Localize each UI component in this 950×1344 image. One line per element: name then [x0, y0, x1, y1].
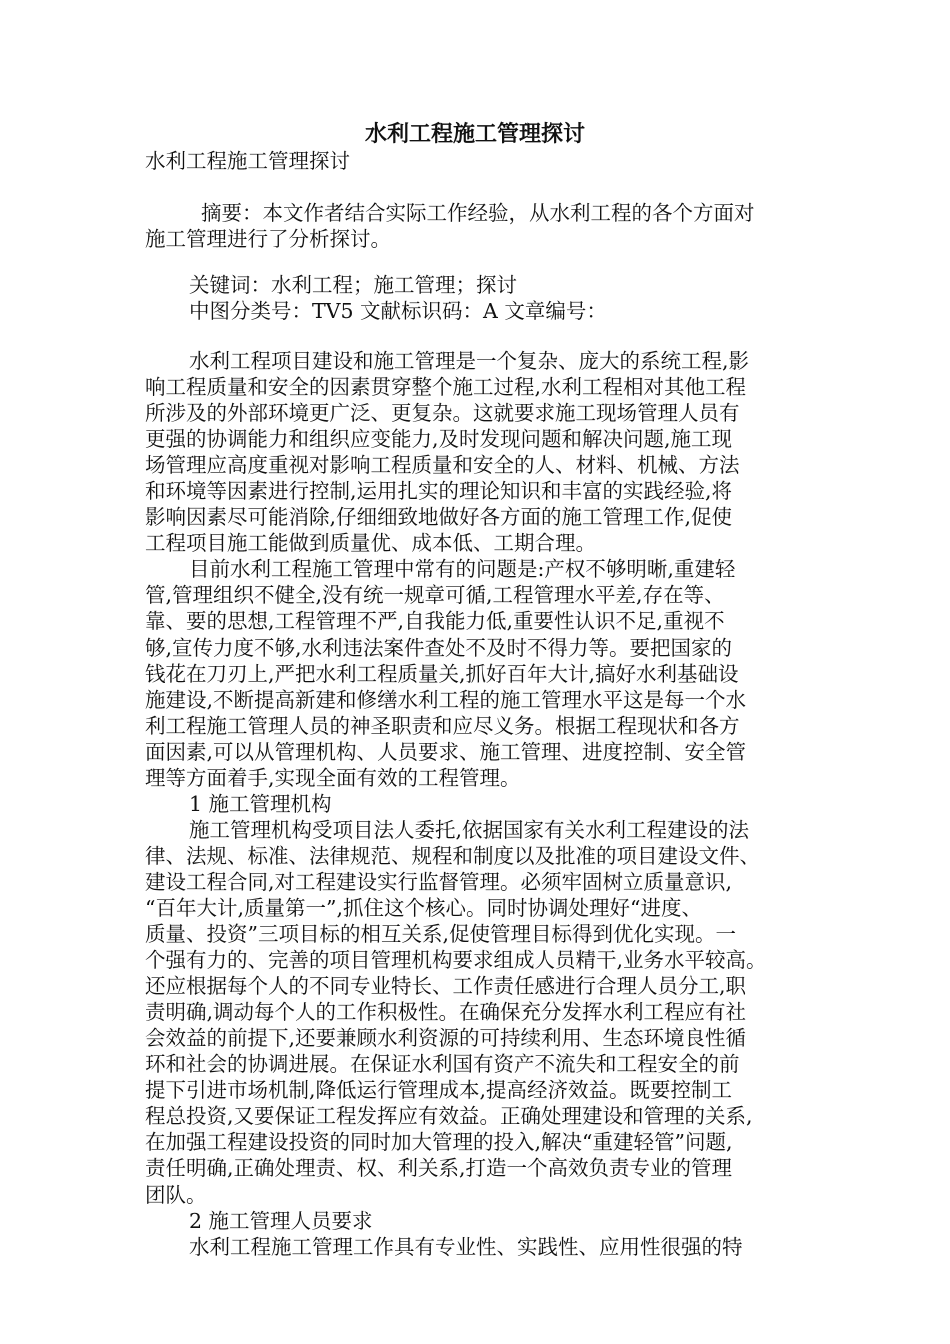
classification-line: 中图分类号：TV5 文献标识码：A 文章编号：	[189, 299, 607, 323]
paragraph	[145, 1234, 817, 1260]
paragraph-line: 靠、要的思想,工程管理不严,自我能力低,重要性认识不足,重视不	[145, 609, 725, 634]
paragraph-line: 施工管理机构受项目法人委托,依据国家有关水利工程建设的法	[189, 817, 750, 842]
paragraph-line: 责明确,调动每个人的工作积极性。在确保充分发挥水利工程应有社	[145, 1000, 747, 1025]
paragraph-line: 会效益的前提下,还要兼顾水利资源的可持续利用、生态环境良性循	[145, 1026, 747, 1051]
paragraph-line: 和环境等因素进行控制,运用扎实的理论知识和丰富的实践经验,将	[145, 479, 733, 504]
paragraph-line: 程总投资,又要保证工程发挥应有效益。正确处理建设和管理的关系,	[145, 1104, 753, 1129]
document-title: 水利工程施工管理探讨	[364, 122, 585, 147]
paragraph-line: 钱花在刀刃上,严把水利工程质量关,抓好百年大计,搞好水利基础设	[145, 661, 739, 686]
paragraph-line: 所涉及的外部环境更广泛、更复杂。这就要求施工现场管理人员有	[145, 401, 740, 426]
paragraph-line: 在加强工程建设投资的同时加大管理的投入,解决“重建轻管”问题,	[145, 1130, 733, 1155]
keywords-block	[145, 272, 817, 324]
paragraph-line: 个强有力的、完善的项目管理机构要求组成人员精干,业务水平较高。	[145, 948, 767, 973]
paragraph-line: 水利工程项目建设和施工管理是一个复杂、庞大的系统工程,影	[189, 349, 750, 373]
paragraph-line: 2 施工管理人员要求	[189, 1208, 373, 1233]
abstract-line: 摘要：本文作者结合实际工作经验，从水利工程的各个方面对	[201, 201, 755, 225]
paragraph-line: “百年大计,质量第一”,抓住这个核心。同时协调处理好“进度、	[145, 895, 702, 920]
paragraph-line: 够,宣传力度不够,水利违法案件查处不及时不得力等。要把国家的	[145, 635, 733, 660]
paragraph	[145, 556, 817, 790]
paragraph-line: 建设工程合同,对工程建设实行监督管理。必须牢固树立质量意识,	[145, 869, 733, 894]
paragraph-line: 还应根据每个人的不同专业特长、工作责任感进行合理人员分工,职	[145, 974, 747, 999]
paragraph-line: 理等方面着手,实现全面有效的工程管理。	[145, 765, 521, 790]
keywords-line: 关键词：水利工程；施工管理；探讨	[189, 273, 517, 297]
paragraph-line: 1 施工管理机构	[189, 791, 332, 816]
paragraph-line: 响工程质量和安全的因素贯穿整个施工过程,水利工程相对其他工程	[145, 375, 747, 400]
paragraph-line: 质量、投资”三项目标的相互关系,促使管理目标得到优化实现。一	[145, 922, 736, 947]
paragraph-line: 工程项目施工能做到质量优、成本低、工期合理。	[145, 531, 596, 556]
paragraph	[145, 791, 817, 817]
paragraph-line: 提下引进市场机制,降低运行管理成本,提高经济效益。既要控制工	[145, 1078, 733, 1103]
paragraph-line: 利工程施工管理人员的神圣职责和应尽义务。根据工程现状和各方	[145, 713, 740, 738]
paragraph-line: 水利工程施工管理工作具有专业性、实践性、应用性很强的特	[189, 1234, 743, 1259]
paragraph-line: 更强的协调能力和组织应变能力,及时发现问题和解决问题,施工现	[145, 427, 733, 452]
main-text	[145, 348, 817, 1260]
abstract-line: 施工管理进行了分析探讨。	[145, 227, 391, 251]
paragraph-line: 律、法规、标准、法律规范、规程和制度以及批准的项目建设文件、	[145, 843, 760, 868]
paragraph-line: 团队。	[145, 1182, 207, 1207]
paragraph	[145, 1208, 817, 1234]
paragraph-line: 管,管理组织不健全,没有统一规章可循,工程管理水平差,存在等、	[145, 583, 725, 608]
paragraph-line: 施建设,不断提高新建和修缮水利工程的施工管理水平这是每一个水	[145, 687, 747, 712]
paragraph	[145, 817, 817, 1208]
paragraph-line: 面因素,可以从管理机构、人员要求、施工管理、进度控制、安全管	[145, 739, 747, 764]
abstract	[145, 200, 817, 252]
paragraph-line: 场管理应高度重视对影响工程质量和安全的人、材料、机械、方法	[145, 453, 740, 478]
document-subtitle: 水利工程施工管理探讨	[145, 149, 350, 173]
paragraph-line: 目前水利工程施工管理中常有的问题是:产权不够明晰,重建轻	[189, 557, 736, 582]
paragraph-line: 环和社会的协调进展。在保证水利国有资产不流失和工程安全的前	[145, 1052, 740, 1077]
paragraph-line: 责任明确,正确处理责、权、利关系,打造一个高效负责专业的管理	[145, 1156, 733, 1181]
paragraph-line: 影响因素尽可能消除,仔细细致地做好各方面的施工管理工作,促使	[145, 505, 733, 530]
paragraph	[145, 348, 817, 556]
